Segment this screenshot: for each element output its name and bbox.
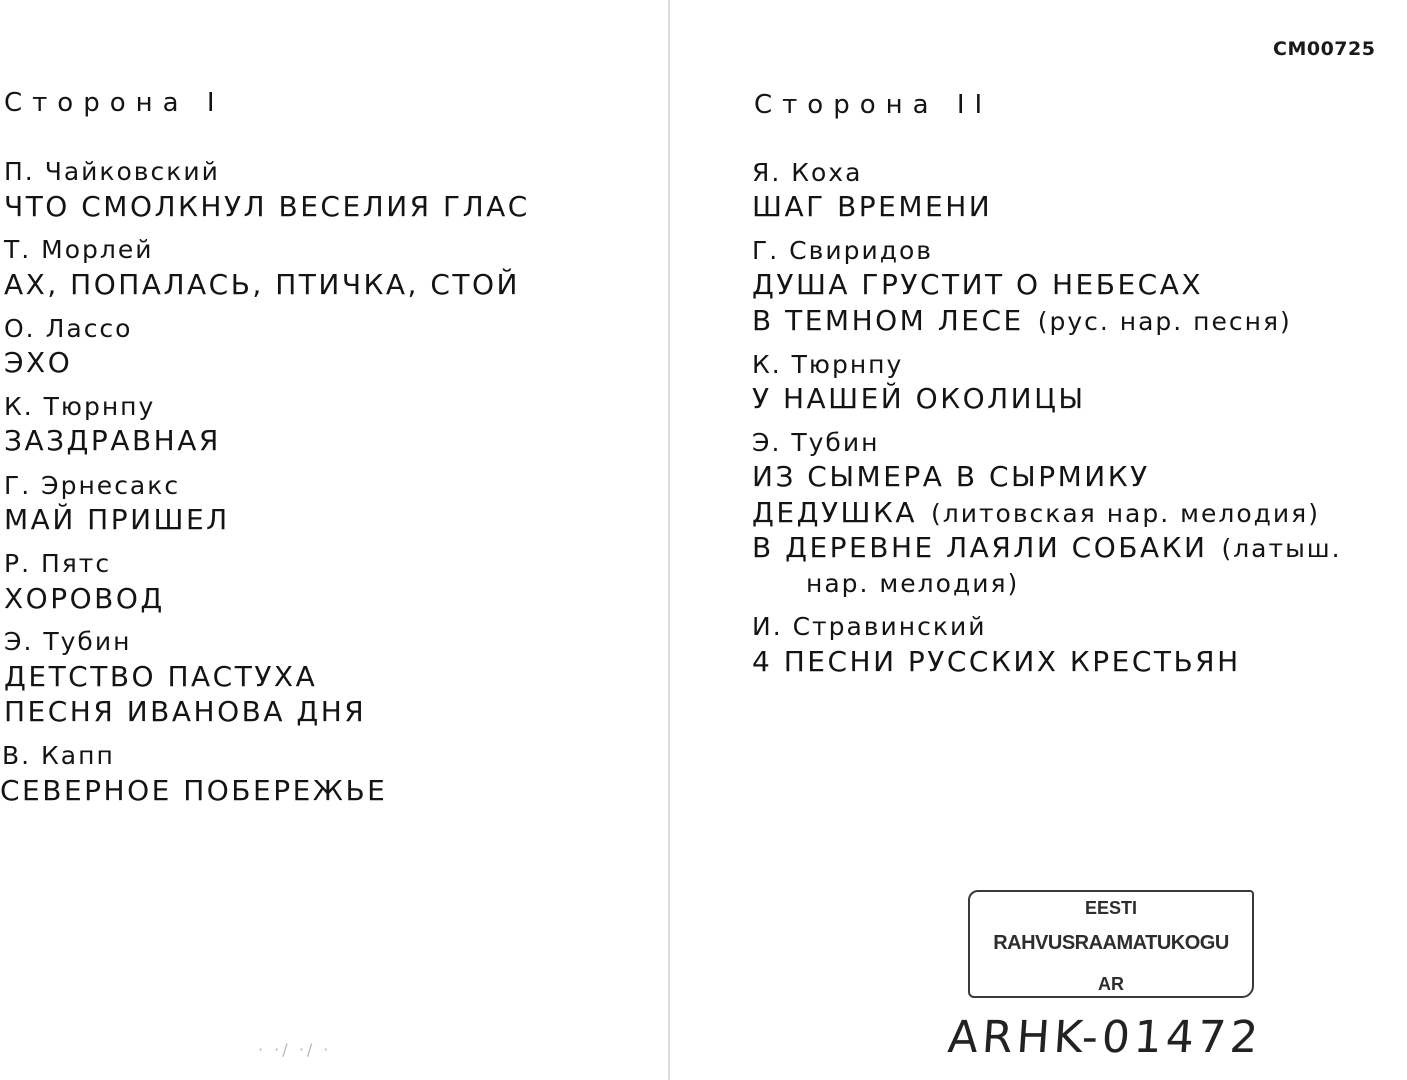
track-title: [752, 531, 1342, 564]
line-text: Э. Тубин: [752, 428, 880, 457]
track-title: [806, 569, 1019, 598]
line-text: Г. Эрнесакс: [4, 471, 181, 500]
line-text: Р. Пятс: [4, 549, 112, 578]
line-text: ШАГ ВРЕМЕНИ: [752, 190, 993, 223]
composer-line: [2, 741, 115, 770]
page-fold: [668, 0, 670, 1080]
line-text: ХОРОВОД: [4, 582, 165, 615]
line-text: ЧТО СМОЛКНУЛ ВЕСЕЛИЯ ГЛАС: [4, 190, 530, 223]
composer-line: [4, 157, 220, 186]
track-note: (латыш.: [1221, 534, 1342, 563]
catalog-number: СМ00725: [1273, 38, 1376, 60]
line-text: В ДЕРЕВНЕ ЛАЯЛИ СОБАКИ: [752, 531, 1208, 564]
side-2-heading: Сторона II: [754, 90, 993, 120]
line-text: К. Тюрнпу: [4, 392, 156, 421]
track-note: (рус. нар. песня): [1037, 307, 1292, 336]
stamp-line-1: EESTI: [1084, 898, 1137, 918]
track-title: [752, 460, 1150, 493]
track-title: [4, 424, 221, 457]
line-text: ДЕТСТВО ПАСТУХА: [4, 660, 318, 693]
line-text: ИЗ СЫМЕРА В СЫРМИКУ: [752, 460, 1150, 493]
composer-line: [752, 236, 933, 265]
track-title: [752, 382, 1086, 415]
track-title: [752, 645, 1241, 678]
track-title: [4, 660, 317, 693]
line-text: О. Лассо: [4, 314, 133, 343]
side-1-heading: Сторона I: [4, 88, 225, 118]
line-text: ДУША ГРУСТИТ О НЕБЕСАХ: [752, 268, 1204, 301]
line-text: МАЙ ПРИШЕЛ: [4, 503, 230, 536]
faded-mark: · ·/ ·/ ·: [258, 1040, 332, 1059]
track-note: (литовская нар. мелодия): [930, 499, 1320, 528]
line-text: АХ, ПОПАЛАСЬ, ПТИЧКА, СТОЙ: [4, 268, 520, 301]
line-text: СЕВЕРНОЕ ПОБЕРЕЖЬЕ: [0, 774, 388, 807]
composer-line: [752, 350, 903, 379]
line-text: В ТЕМНОМ ЛЕСЕ: [752, 304, 1024, 337]
track-title: [752, 496, 1320, 529]
composer-line: [4, 549, 111, 578]
stamp-line-2: RAHVUSRAAMATUKOGU: [993, 932, 1229, 954]
line-text: Я. Коха: [752, 158, 863, 187]
track-title: [752, 268, 1203, 301]
line-text: П. Чайковский: [4, 157, 220, 186]
line-text: Т. Морлей: [4, 235, 154, 264]
track-title: [752, 304, 1292, 337]
track-title: [4, 582, 165, 615]
track-title: [4, 268, 520, 301]
line-text: Э. Тубин: [4, 627, 132, 656]
line-text: У НАШЕЙ ОКОЛИЦЫ: [752, 382, 1086, 415]
track-title: [4, 346, 72, 379]
track-title: [4, 503, 230, 536]
line-text: Г. Свиридов: [752, 236, 934, 265]
line-text: нар. мелодия): [806, 569, 1020, 598]
line-text: И. Стравинский: [752, 612, 987, 641]
composer-line: [4, 235, 154, 264]
line-text: ЭХО: [4, 346, 73, 379]
composer-line: [4, 314, 132, 343]
line-text: В. Капп: [2, 741, 115, 770]
composer-line: [4, 627, 131, 656]
composer-line: [752, 612, 986, 641]
composer-line: [4, 392, 155, 421]
stamp-line-3: AR: [1098, 974, 1124, 994]
composer-line: [4, 471, 180, 500]
track-title: [4, 695, 366, 728]
line-text: К. Тюрнпу: [752, 350, 904, 379]
library-stamp: [968, 890, 1254, 998]
line-text: ЗАЗДРАВНАЯ: [4, 424, 221, 457]
line-text: ДЕДУШКА: [752, 496, 917, 529]
track-title: [4, 190, 530, 223]
line-text: 4 ПЕСНИ РУССКИХ КРЕСТЬЯН: [752, 645, 1241, 678]
handwritten-code: ARHK-01472: [946, 1012, 1264, 1063]
composer-line: [752, 158, 862, 187]
line-text: ПЕСНЯ ИВАНОВА ДНЯ: [4, 695, 367, 728]
track-title: [0, 774, 387, 807]
composer-line: [752, 428, 879, 457]
track-title: [752, 190, 992, 223]
